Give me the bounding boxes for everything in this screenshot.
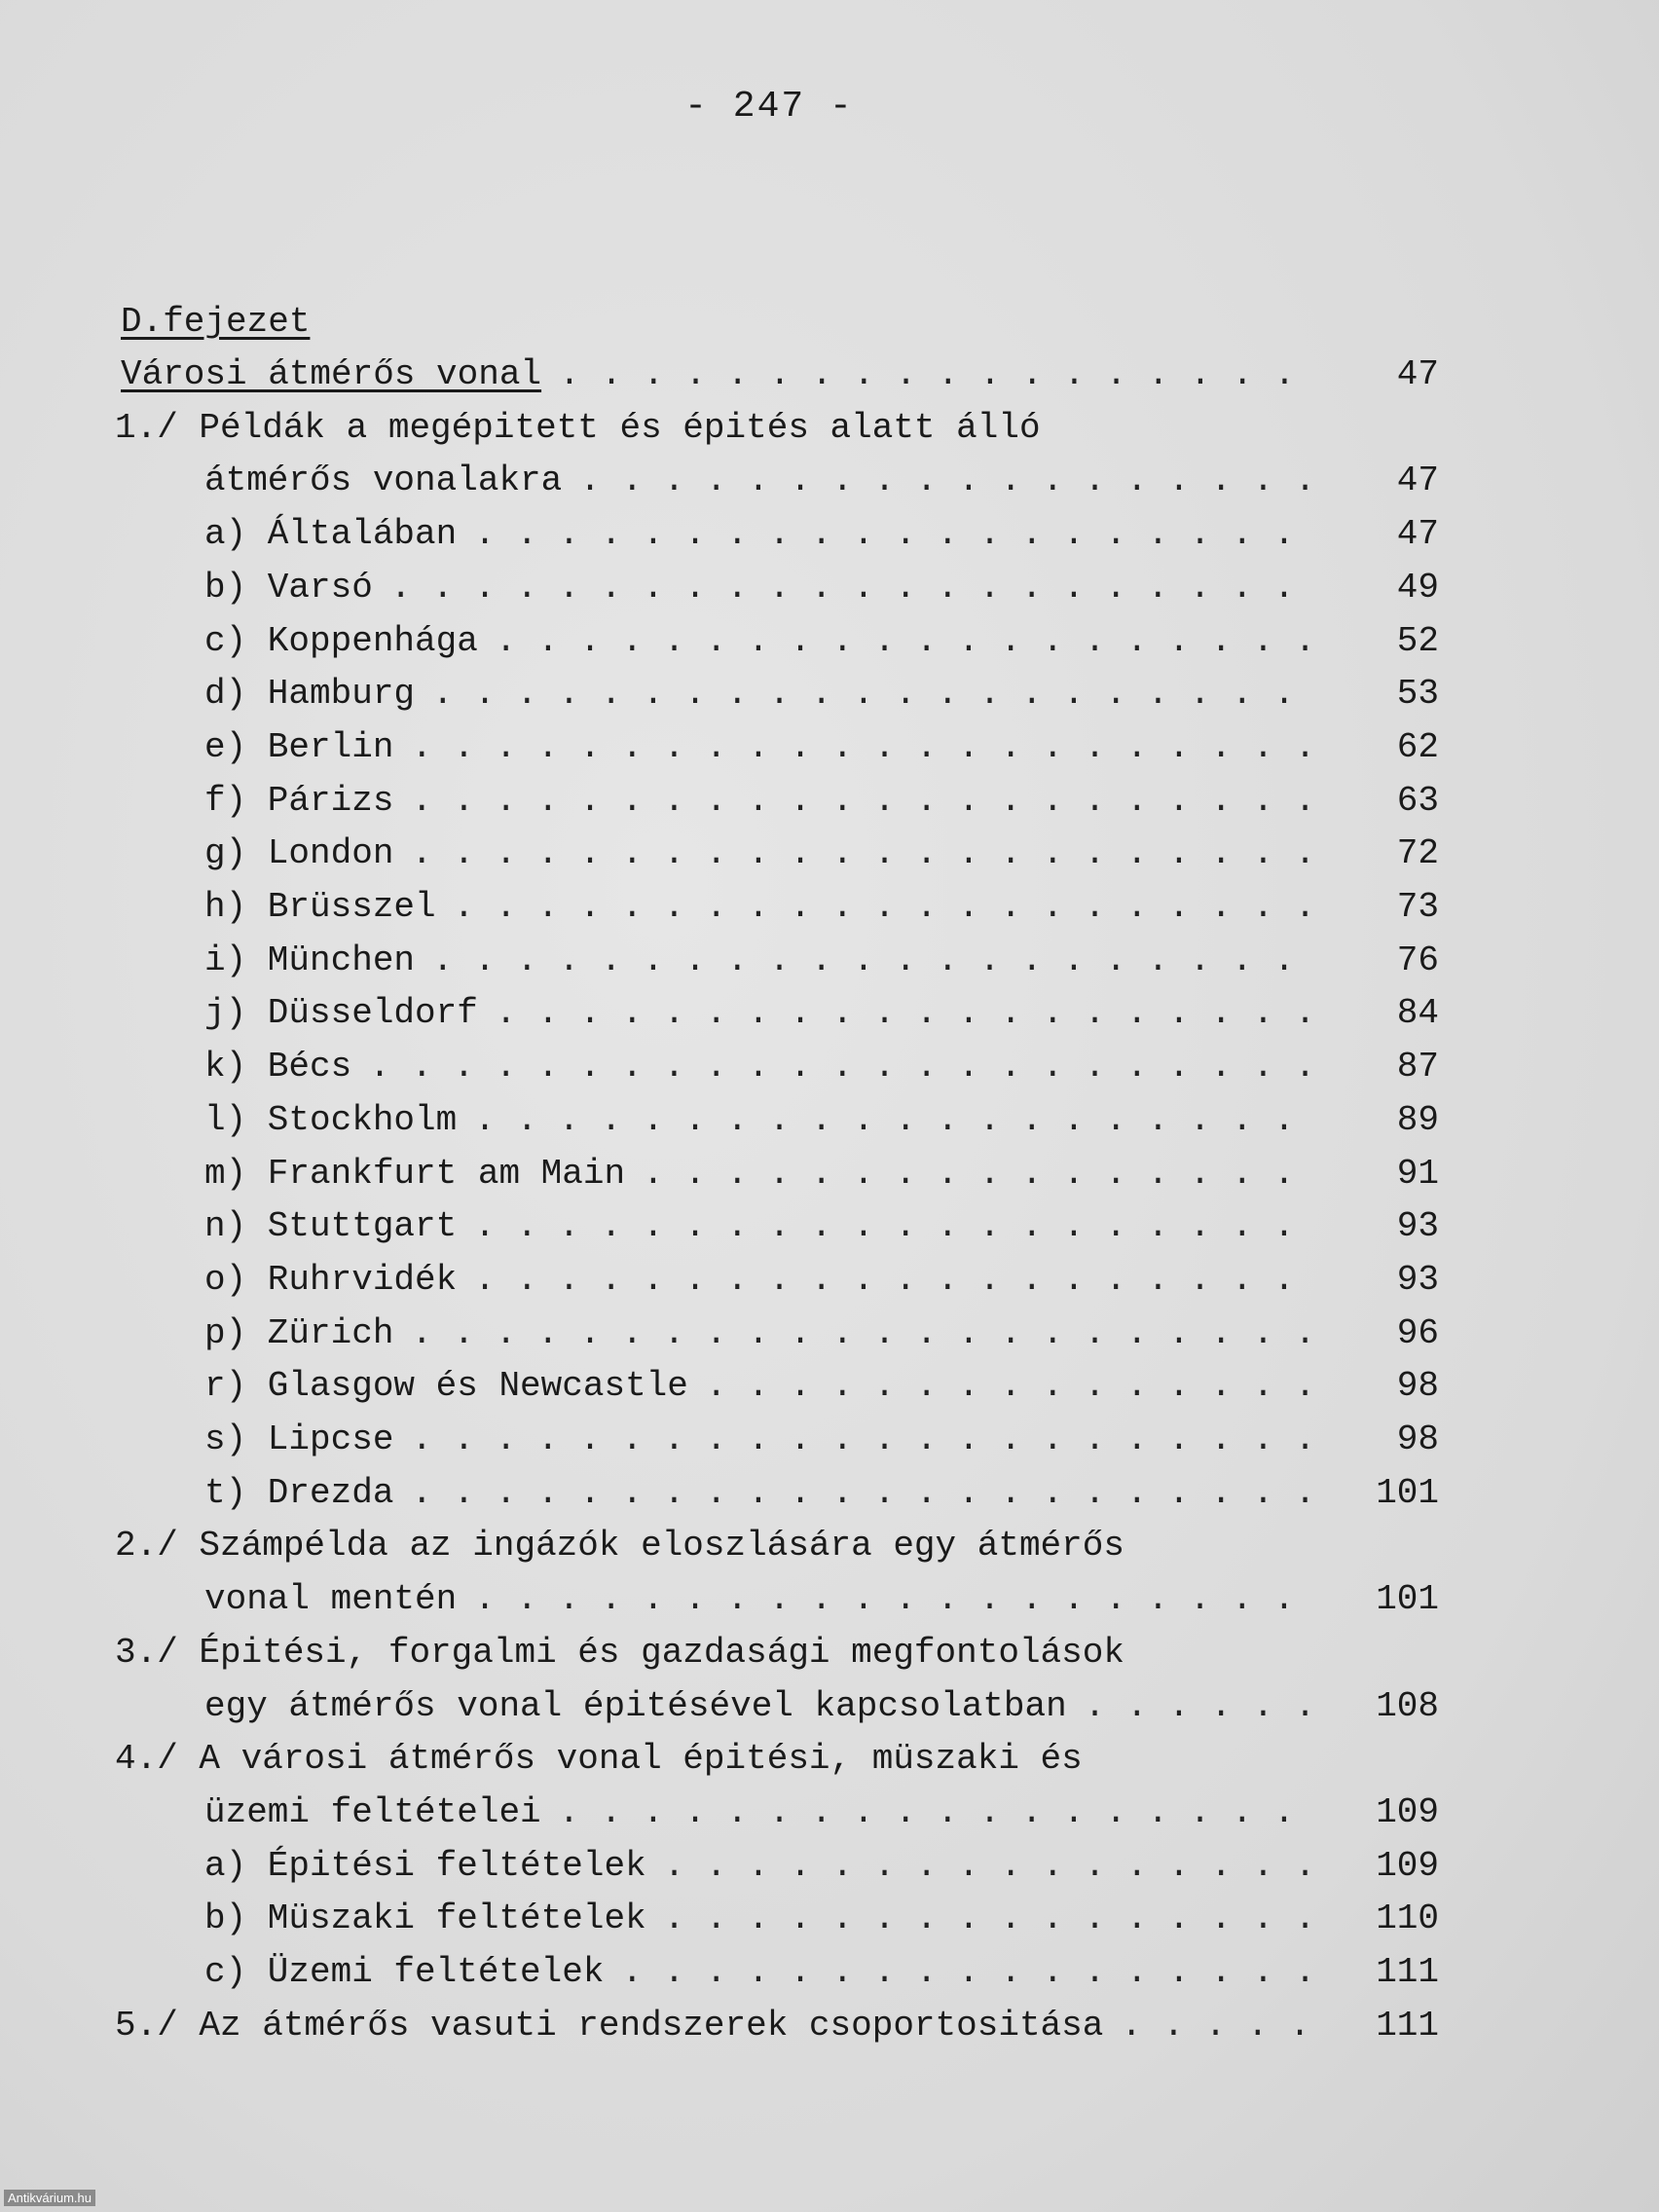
- dot-leader: . . . . . . . . . . . . . . . . . . . . . .: [389, 568, 1295, 608]
- toc-entry-label: a) Általában: [204, 514, 458, 554]
- toc-entry: [204, 881, 1439, 934]
- toc-entry: [204, 668, 1439, 720]
- toc-entry-label: a) Épitési feltételek: [204, 1846, 646, 1886]
- toc-entry-page: 93: [1396, 1206, 1439, 1246]
- toc-entry-page: 98: [1396, 1366, 1439, 1406]
- toc-entry-label: d) Hamburg: [204, 674, 416, 714]
- toc-entry-label: b) Müszaki feltételek: [204, 1899, 646, 1938]
- dot-leader: . . . . . . . . . . . . . . . . . . . . .: [432, 940, 1295, 980]
- toc-entry-label: 3./ Épitési, forgalmi és gazdasági megfontolások: [115, 1633, 1124, 1673]
- dot-leader: . . . . . . . . . . . . . . . . . .: [579, 461, 1316, 500]
- toc-entry-label: 1./ Példák a megépitett és épités alatt álló: [115, 408, 1041, 448]
- toc-entry-page: 101: [1376, 1579, 1439, 1619]
- toc-entry: [115, 402, 1439, 455]
- toc-entry: [204, 1200, 1439, 1253]
- toc-entry-label: o) Ruhrvidék: [204, 1260, 458, 1300]
- toc-entry: [204, 1840, 1439, 1893]
- toc-entry-label: üzemi feltételei: [204, 1792, 541, 1832]
- toc-entry: [204, 1787, 1439, 1839]
- dot-leader: . . . . . . . . . . . . . . . . . . . .: [474, 1579, 1295, 1619]
- toc-entry: [204, 1414, 1439, 1466]
- dot-leader: . . . . . . . . . . . . . . . . .: [621, 1952, 1316, 1992]
- toc-entry-label: c) Koppenhága: [204, 621, 478, 661]
- toc-entry: [204, 1946, 1439, 1999]
- toc-entry-page: 73: [1396, 887, 1439, 927]
- dot-leader: . . . . . . . . . . . . . . . .: [663, 1899, 1316, 1938]
- toc-entry: [204, 508, 1439, 561]
- dot-leader: . . . . . . . . . . . . . . . . . . . .: [474, 1100, 1295, 1140]
- dot-leader: . . . . . . . . . . . . . . . . . . . . . .: [411, 1473, 1316, 1513]
- toc-entry-page: 47: [1396, 514, 1439, 554]
- toc-entry-page: 47: [1396, 461, 1439, 500]
- toc-entry-label: s) Lipcse: [204, 1419, 394, 1459]
- toc-entry-page: 98: [1396, 1419, 1439, 1459]
- toc-entry-page: 72: [1396, 833, 1439, 873]
- toc-entry: [204, 1308, 1439, 1360]
- dot-leader: . . . . . . . . . . . . . . . . . . . .: [474, 1206, 1295, 1246]
- toc-entry-page: 111: [1376, 1952, 1439, 1992]
- toc-entry-page: 109: [1376, 1846, 1439, 1886]
- toc-entry: [204, 1148, 1439, 1200]
- toc-entry: [204, 1041, 1439, 1093]
- chapter-heading-text: D.fejezet: [121, 302, 311, 342]
- toc-entry: [204, 455, 1439, 507]
- toc-entry-label: r) Glasgow és Newcastle: [204, 1366, 688, 1406]
- dot-leader: . . . . . . . . . . . . . . . . . . . . . .: [411, 1419, 1316, 1459]
- toc-entry-page: 110: [1376, 1899, 1439, 1938]
- toc-entry-page: 109: [1376, 1792, 1439, 1832]
- toc-entry-page: 89: [1396, 1100, 1439, 1140]
- toc-entry: [204, 615, 1439, 668]
- toc-entry: [115, 1627, 1439, 1679]
- toc-entry: [204, 562, 1439, 614]
- toc-entry: [204, 828, 1439, 880]
- toc-entry-label: k) Bécs: [204, 1047, 352, 1087]
- dot-leader: . . . . . . . . . . . . . . . . . . . . .: [453, 887, 1316, 927]
- watermark: Antikvárium.hu: [4, 2190, 95, 2206]
- toc-entry: [204, 775, 1439, 828]
- toc-entry-label: n) Stuttgart: [204, 1206, 458, 1246]
- dot-leader: . . . . . . . . . . . . . . . . . .: [558, 1792, 1295, 1832]
- toc-entry-label: j) Düsseldorf: [204, 993, 478, 1033]
- dot-leader: . . . . . . . . . . . . . . . .: [663, 1846, 1316, 1886]
- toc-entry-page: 93: [1396, 1260, 1439, 1300]
- dot-leader: . . . . .: [1121, 2006, 1310, 2046]
- toc-entry-label: f) Párizs: [204, 781, 394, 821]
- toc-entry-page: 91: [1396, 1154, 1439, 1194]
- toc-entry-label: átmérős vonalakra: [204, 461, 563, 500]
- toc-entry-page: 52: [1396, 621, 1439, 661]
- toc-entry: [204, 1573, 1439, 1626]
- toc-entry-page: 62: [1396, 727, 1439, 767]
- toc-entry-label: e) Berlin: [204, 727, 394, 767]
- page-number: - 247 -: [684, 86, 854, 128]
- toc-entry-label: m) Frankfurt am Main: [204, 1154, 626, 1194]
- toc-entry-label: p) Zürich: [204, 1313, 394, 1353]
- toc-entry: [204, 935, 1439, 987]
- toc-entry-page: 53: [1396, 674, 1439, 714]
- dot-leader: . . . . . . . . . . . . . . . . . . . . . .: [411, 1313, 1316, 1353]
- toc-entry-label: i) München: [204, 940, 416, 980]
- toc-entry: [204, 1094, 1439, 1147]
- toc-entry-page: 47: [1396, 354, 1439, 394]
- toc-entry-label: h) Brüsszel: [204, 887, 436, 927]
- toc-entry-page: 84: [1396, 993, 1439, 1033]
- dot-leader: . . . . . . . . . . . . . . . . . .: [559, 354, 1296, 394]
- toc-entry: [204, 1893, 1439, 1945]
- toc-entry: [204, 1254, 1439, 1307]
- toc-entry: [115, 1733, 1439, 1786]
- toc-entry: [204, 721, 1439, 774]
- toc-entry-label: t) Drezda: [204, 1473, 394, 1513]
- dot-leader: . . . . . . . . . . . . . . . . . . . . . .: [411, 833, 1316, 873]
- toc-entry-page: 101: [1376, 1473, 1439, 1513]
- dot-leader: . . . . . .: [1084, 1686, 1316, 1726]
- dot-leader: . . . . . . . . . . . . . . . . . . . . .: [432, 674, 1295, 714]
- dot-leader: . . . . . . . . . . . . . . . . . . . . . . .: [369, 1047, 1316, 1087]
- toc-entry-page: 87: [1396, 1047, 1439, 1087]
- chapter-heading: [121, 296, 510, 349]
- toc-entry-page: 76: [1396, 940, 1439, 980]
- toc-entry-label: l) Stockholm: [204, 1100, 458, 1140]
- toc-entry-label: Városi átmérős vonal: [121, 354, 542, 394]
- dot-leader: . . . . . . . . . . . . . . . . . . . .: [495, 993, 1316, 1033]
- toc-entry: [204, 1680, 1439, 1733]
- toc-entry-label: egy átmérős vonal épitésével kapcsolatban: [204, 1686, 1067, 1726]
- toc-entry: [115, 1520, 1439, 1572]
- dot-leader: . . . . . . . . . . . . . . . . . . . . . .: [411, 727, 1316, 767]
- toc-entry-page: 108: [1376, 1686, 1439, 1726]
- toc-entry-label: vonal mentén: [204, 1579, 458, 1619]
- dot-leader: . . . . . . . . . . . . . . . . . . . .: [474, 514, 1295, 554]
- dot-leader: . . . . . . . . . . . . . . .: [705, 1366, 1316, 1406]
- toc-entry: [121, 349, 1439, 401]
- toc-entry-label: g) London: [204, 833, 394, 873]
- toc-entry-label: 2./ Számpélda az ingázók eloszlására egy átmérős: [115, 1526, 1124, 1566]
- toc-entry-page: 96: [1396, 1313, 1439, 1353]
- toc-entry-page: 63: [1396, 781, 1439, 821]
- toc-entry-label: 4./ A városi átmérős vonal épitési, müszaki és: [115, 1739, 1083, 1779]
- toc-entry-page: 49: [1396, 568, 1439, 608]
- toc-entry: [204, 987, 1439, 1040]
- toc-entry: [115, 2000, 1439, 2052]
- toc-entry: [204, 1360, 1439, 1413]
- toc-entry-label: 5./ Az átmérős vasuti rendszerek csoportositása: [115, 2006, 1104, 2046]
- toc-entry-page: 111: [1376, 2006, 1439, 2046]
- dot-leader: . . . . . . . . . . . . . . . . . . . .: [495, 621, 1316, 661]
- toc-entry-label: b) Varsó: [204, 568, 373, 608]
- toc-entry: [204, 1467, 1439, 1520]
- toc-entry-label: c) Üzemi feltételek: [204, 1952, 605, 1992]
- dot-leader: . . . . . . . . . . . . . . . .: [643, 1154, 1295, 1194]
- dot-leader: . . . . . . . . . . . . . . . . . . . . . .: [411, 781, 1316, 821]
- dot-leader: . . . . . . . . . . . . . . . . . . . .: [474, 1260, 1295, 1300]
